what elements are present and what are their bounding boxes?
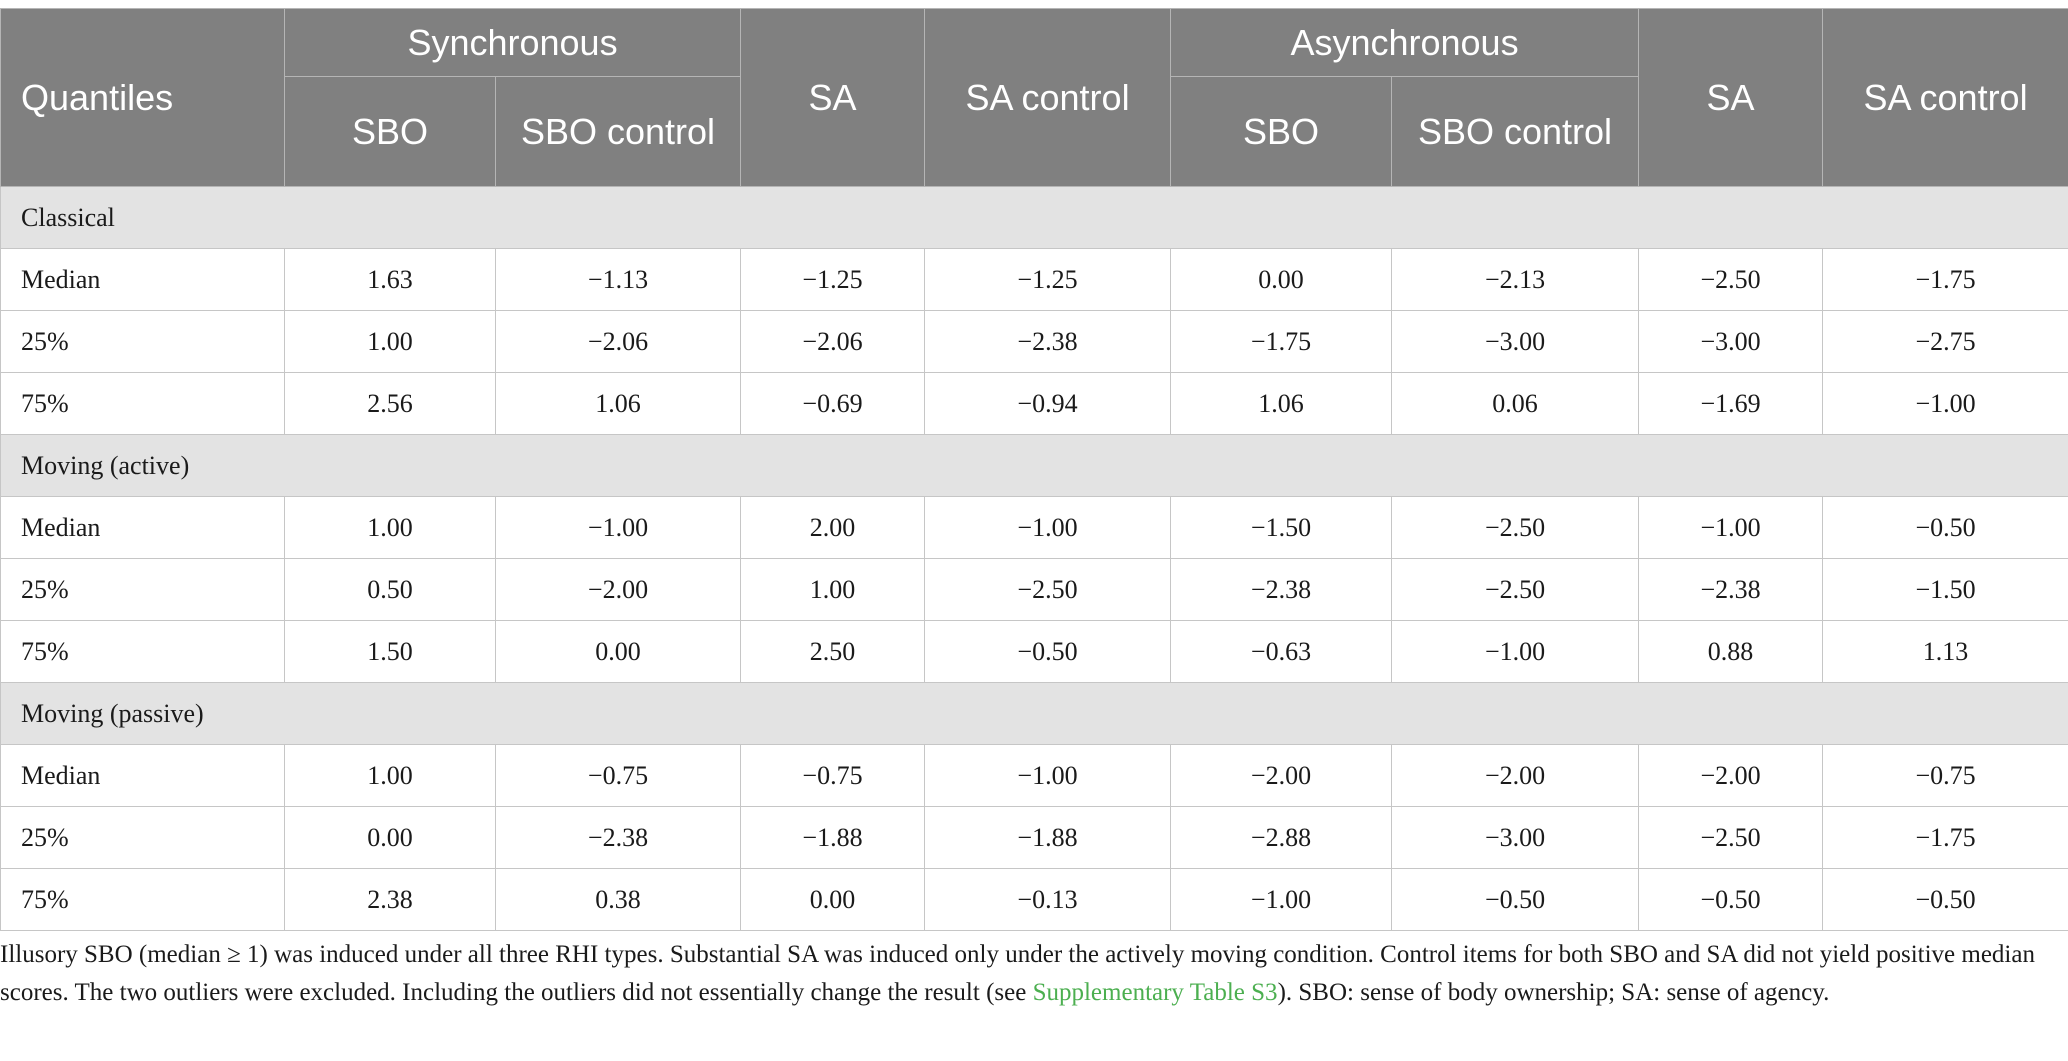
table-cell: −1.00 [1639,497,1823,559]
row-label: Median [1,745,285,807]
table-cell: 0.00 [496,621,741,683]
header-synchronous-group: Synchronous [285,9,741,77]
table-cell: −2.75 [1823,311,2068,373]
table-cell: −0.63 [1171,621,1392,683]
table-cell: −1.13 [496,249,741,311]
table-cell: −0.94 [925,373,1171,435]
table-cell: −0.50 [1823,869,2068,931]
table-cell: −2.00 [1639,745,1823,807]
quantiles-table [0,8,2068,931]
table-cell: −2.06 [741,311,925,373]
table-cell: −1.00 [925,497,1171,559]
row-label: Median [1,249,285,311]
table-cell: −0.75 [741,745,925,807]
row-label: Median [1,497,285,559]
header-async-sbo: SBO [1171,77,1392,187]
table-cell: −0.50 [1392,869,1639,931]
table-row [1,807,2068,869]
table-cell: −2.00 [496,559,741,621]
table-cell: −0.75 [496,745,741,807]
table-cell: 0.50 [285,559,496,621]
table-cell: 1.00 [285,745,496,807]
section-row [1,187,2068,249]
table-cell: −1.75 [1823,807,2068,869]
table-cell: −2.38 [1639,559,1823,621]
table-row [1,869,2068,931]
table-cell: 2.38 [285,869,496,931]
header-async-sbo-control: SBO control [1392,77,1639,187]
table-row [1,373,2068,435]
table-cell: 0.00 [1171,249,1392,311]
table-cell: 1.00 [285,311,496,373]
table-cell: 2.50 [741,621,925,683]
table-cell: −1.00 [1823,373,2068,435]
table-cell: −1.00 [1392,621,1639,683]
table-cell: −0.50 [1639,869,1823,931]
table-row [1,249,2068,311]
section-title: Classical [1,187,2068,249]
header-sync-sa-control: SA control [925,9,1171,187]
table-cell: 1.50 [285,621,496,683]
table-cell: −2.50 [1392,559,1639,621]
table-footnote [0,936,2060,1012]
table-cell: 2.56 [285,373,496,435]
table-cell: −2.38 [496,807,741,869]
footnote-text-end: ). SBO: sense of body ownership; SA: sense of agency. [1277,979,1830,1006]
row-label: 25% [1,559,285,621]
table-cell: −2.50 [1392,497,1639,559]
table-cell: −2.00 [1171,745,1392,807]
table-cell: −2.88 [1171,807,1392,869]
table-row [1,621,2068,683]
header-sync-sa: SA [741,9,925,187]
row-label: 25% [1,311,285,373]
table-cell: 0.88 [1639,621,1823,683]
table-cell: 2.00 [741,497,925,559]
header-sync-sbo: SBO [285,77,496,187]
table-cell: −1.00 [496,497,741,559]
table-cell: −1.75 [1171,311,1392,373]
table-cell: −2.00 [1392,745,1639,807]
table-cell: −0.50 [1823,497,2068,559]
header-async-sa-control: SA control [1823,9,2068,187]
section-row [1,683,2068,745]
table-cell: 1.63 [285,249,496,311]
table-cell: 1.06 [1171,373,1392,435]
header-quantiles: Quantiles [1,9,285,187]
table-cell: −2.06 [496,311,741,373]
table-cell: −1.50 [1171,497,1392,559]
table-cell: 1.00 [285,497,496,559]
table-cell: −2.38 [925,311,1171,373]
table-cell: −2.50 [1639,807,1823,869]
section-title: Moving (active) [1,435,2068,497]
table-cell: −0.75 [1823,745,2068,807]
table-cell: −2.13 [1392,249,1639,311]
table-cell: −1.88 [741,807,925,869]
table-row [1,497,2068,559]
table-cell: −1.00 [925,745,1171,807]
table-body [1,187,2068,931]
table-cell: −3.00 [1392,311,1639,373]
table-cell: 0.00 [285,807,496,869]
header-async-sa: SA [1639,9,1823,187]
table-row [1,311,2068,373]
section-title: Moving (passive) [1,683,2068,745]
row-label: 75% [1,373,285,435]
table-cell: 1.06 [496,373,741,435]
table-cell: 0.00 [741,869,925,931]
table-cell: −3.00 [1392,807,1639,869]
footnote-text-start: Illusory SBO (median ≥ 1) was induced under all three RHI types. Substantial SA was induced only under the actively moving condition. Control items for both SBO and SA did not yield positive median scores. The two outliers were excluded. Including the outliers did not essentially change the result (see [0,941,2035,1006]
table-cell: −0.69 [741,373,925,435]
table-cell: 1.13 [1823,621,2068,683]
table-cell: −2.38 [1171,559,1392,621]
table-cell: 0.38 [496,869,741,931]
table-cell: −1.50 [1823,559,2068,621]
table-cell: −0.13 [925,869,1171,931]
row-label: 25% [1,807,285,869]
table-cell: 0.06 [1392,373,1639,435]
table-cell: −1.25 [741,249,925,311]
table-row [1,745,2068,807]
table-cell: −3.00 [1639,311,1823,373]
table-row [1,559,2068,621]
table-cell: −1.88 [925,807,1171,869]
row-label: 75% [1,621,285,683]
table-cell: −2.50 [925,559,1171,621]
table-cell: −1.75 [1823,249,2068,311]
header-asynchronous-group: Asynchronous [1171,9,1639,77]
row-label: 75% [1,869,285,931]
table-cell: −0.50 [925,621,1171,683]
table-cell: −1.25 [925,249,1171,311]
header-sync-sbo-control: SBO control [496,77,741,187]
section-row [1,435,2068,497]
supplementary-table-link[interactable]: Supplementary Table S3 [1032,979,1278,1006]
table-cell: −2.50 [1639,249,1823,311]
table-cell: −1.69 [1639,373,1823,435]
table-cell: 1.00 [741,559,925,621]
table-cell: −1.00 [1171,869,1392,931]
